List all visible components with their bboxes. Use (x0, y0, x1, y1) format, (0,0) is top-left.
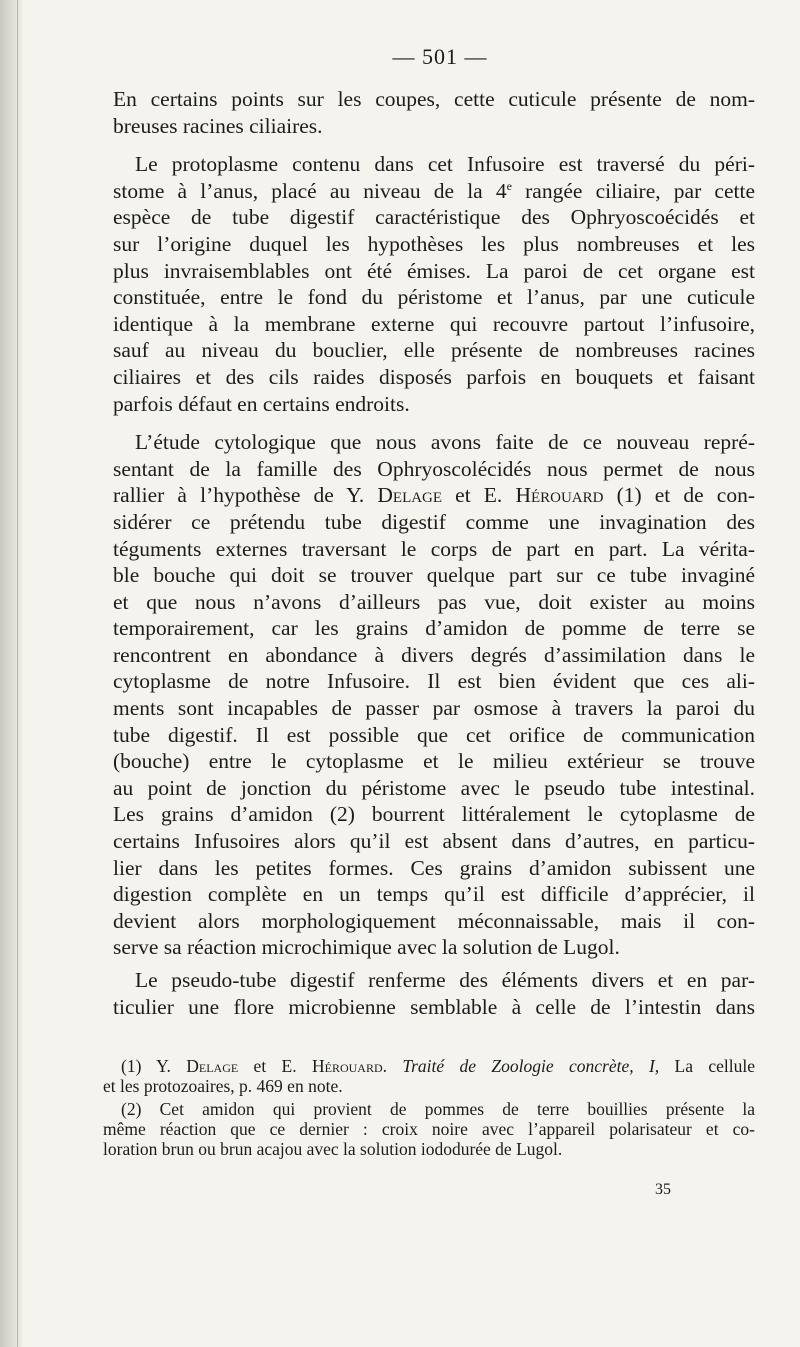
text-line: identique à la membrane externe qui recouvre partout l’infusoire, (113, 311, 755, 336)
footnote-line: et les protozoaires, p. 469 en note. (103, 1076, 343, 1096)
text-line (113, 178, 755, 205)
text-line: lier dans les petites formes. Ces grains d’amidon subissent une (113, 855, 755, 880)
text-span: et E. (442, 483, 516, 508)
text-line: sauf au niveau du bouclier, elle présente de nombreuses racines (113, 338, 755, 363)
text-line: sur l’origine duquel les hypothèses les plus nombreuses et les (113, 231, 755, 256)
text-span: rallier à l’hypothèse de Y. (113, 483, 378, 508)
text-line: sidérer ce prétendu tube digestif comme une invagination des (113, 509, 755, 534)
text-line: En certains points sur les coupes, cette cuticule présente de nom- (113, 87, 755, 111)
footnote-line: loration brun ou brun acajou avec la solution iododurée de Lugol. (103, 1139, 563, 1159)
footnote-1 (103, 1056, 755, 1096)
text-span: La cellule (659, 1056, 755, 1076)
footnote-line (103, 1056, 755, 1076)
footnote-line: (2) Cet amidon qui provient de pommes de terre bouillies présente la (121, 1099, 755, 1119)
text-line: au point de jonction du péristome avec le pseudo tube intestinal. (113, 775, 755, 800)
text-line: L’étude cytologique que nous avons faite de ce nouveau repré- (135, 430, 755, 455)
text-line: breuses racines ciliaires. (113, 113, 323, 138)
text-span: stome à l’anus, placé au niveau de la 4 (113, 178, 507, 203)
text-line: certains Infusoires alors qu’il est absent dans d’autres, en particu- (113, 829, 755, 854)
text-line: constituée, entre le fond du péristome et l’anus, par une cuticule (113, 285, 755, 310)
book-title: Traité de Zoologie concrète, I, (402, 1056, 660, 1076)
text-line: temporairement, car les grains d’amidon de pomme de terre se (113, 616, 755, 641)
text-line: Le protoplasme contenu dans cet Infusoire est traversé du péri- (135, 152, 755, 177)
superscript: e (506, 178, 512, 193)
text-line: ciliaires et des cils raides disposés parfois en bouquets et faisant (113, 364, 755, 389)
text-line: serve sa réaction microchimique avec la solution de Lugol. (113, 935, 620, 960)
text-span: . (382, 1056, 403, 1076)
paragraph (113, 429, 755, 961)
footnote-2 (103, 1099, 755, 1159)
footnote-line: même réaction que ce dernier : croix noire avec l’appareil polarisateur et co- (103, 1119, 755, 1139)
text-line: digestion complète en un temps qu’il est difficile d’apprécier, il (113, 882, 755, 907)
text-line: rencontrent en abondance à divers degrés d’assimilation dans le (113, 642, 755, 667)
text-line: cytoplasme de notre Infusoire. Il est bien évident que ces ali- (113, 669, 755, 694)
page-binding-edge (0, 0, 22, 1347)
text-line: tube digestif. Il est possible que cet orifice de communication (113, 722, 755, 747)
author-name: Delage (377, 483, 443, 508)
text-line: et que nous n’avons d’ailleurs pas vue, doit exister au moins (113, 589, 755, 614)
text-line: sentant de la famille des Ophryoscolécidés nous permet de nous (113, 456, 755, 481)
text-line: Les grains d’amidon (2) bourrent littéralement le cytoplasme de (113, 802, 755, 827)
paragraph (113, 151, 755, 417)
paragraph (113, 86, 755, 139)
footnotes (103, 1056, 755, 1159)
text-line: ble bouche qui doit se trouver quelque part sur ce tube invaginé (113, 563, 755, 588)
text-line: plus invraisemblables ont été émises. La paroi de cet organe est (113, 258, 755, 283)
text-line: téguments externes traversant le corps de part en part. La vérita- (113, 536, 755, 561)
text-line: devient alors morphologiquement méconnaissable, mais il con- (113, 908, 755, 933)
author-name: Hérouard (311, 1056, 383, 1076)
signature-mark: 35 (655, 1181, 671, 1198)
text-line: espèce de tube digestif caractéristique des Ophryoscoécidés et (113, 205, 755, 230)
text-line: ments sont incapables de passer par osmose à travers la paroi du (113, 696, 755, 721)
text-line: Le pseudo-tube digestif renferme des éléments divers et en par- (135, 968, 755, 992)
body-text (113, 86, 755, 1020)
text-line: parfois défaut en certains endroits. (113, 391, 410, 416)
text-line (113, 482, 755, 509)
author-name: Delage (186, 1056, 239, 1076)
text-span: rangée ciliaire, par cette (511, 178, 755, 203)
text-span: (1) et de con- (603, 483, 755, 508)
text-line: ticulier une flore microbienne semblable à celle de l’intestin dans (113, 994, 755, 1019)
text-span: et E. (238, 1056, 312, 1076)
author-name: Hérouard (515, 483, 604, 508)
paragraph (113, 967, 755, 1020)
text-line: (bouche) entre le cytoplasme et le milieu extérieur se trouve (113, 749, 755, 774)
text-span: (1) Y. (121, 1056, 187, 1076)
page-number-header: — 501 — (392, 44, 488, 69)
